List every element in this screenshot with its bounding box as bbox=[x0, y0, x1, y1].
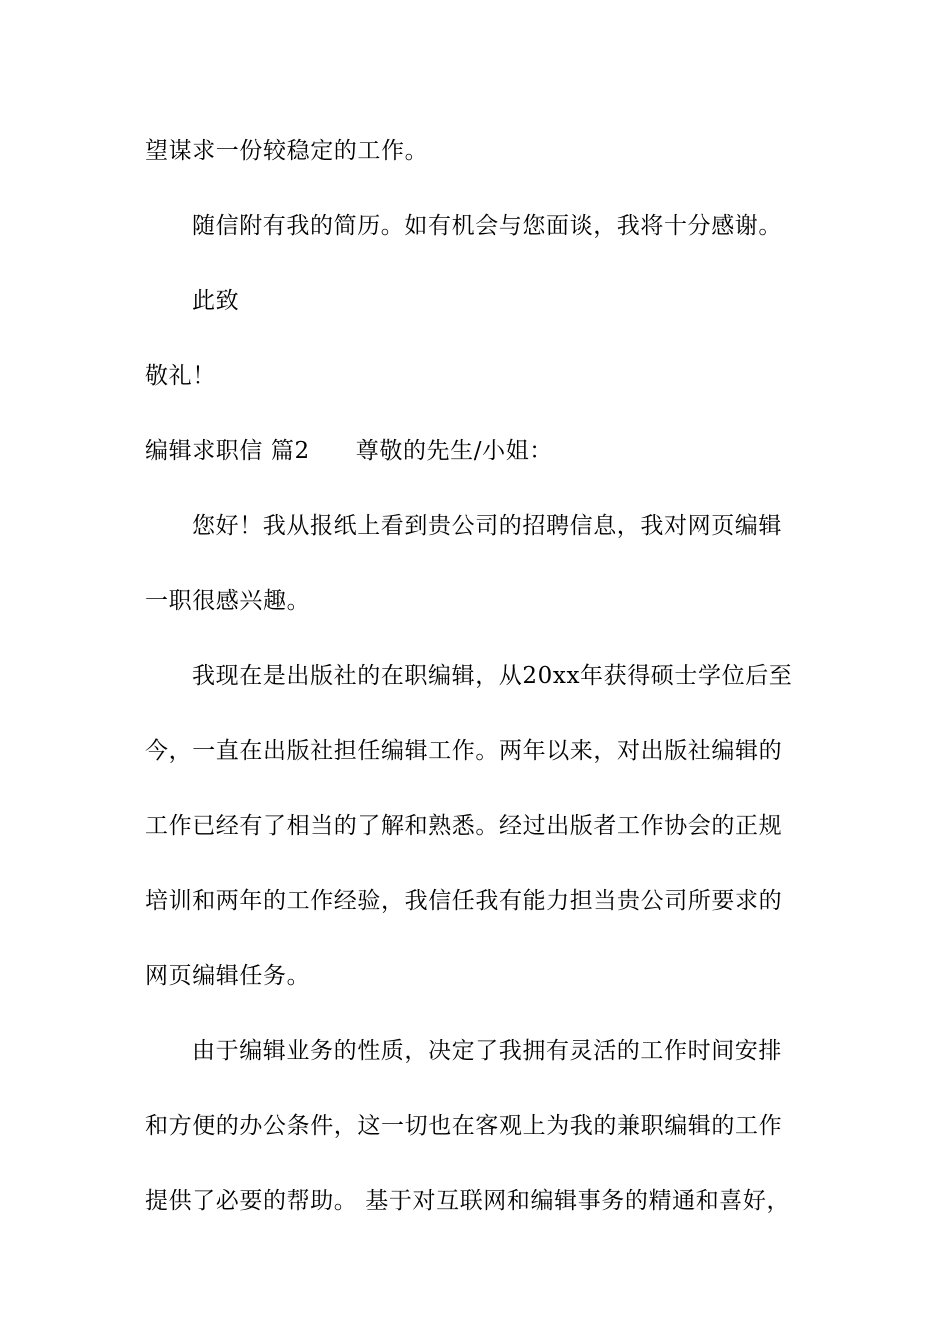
paragraph-line: 网页编辑任务。 bbox=[145, 963, 311, 989]
paragraph-line: 随信附有我的简历。如有机会与您面谈，我将十分感谢。 bbox=[192, 213, 782, 239]
paragraph-line: 您好！我从报纸上看到贵公司的招聘信息，我对网页编辑 bbox=[192, 513, 782, 539]
paragraph-line: 一职很感兴趣。 bbox=[145, 588, 311, 614]
paragraph-line: 提供了必要的帮助。 基于对互联网和编辑事务的精通和喜好， bbox=[145, 1188, 791, 1214]
letter-heading-line bbox=[145, 436, 825, 466]
paragraph-line: 和方便的办公条件，这一切也在客观上为我的兼职编辑的工作 bbox=[145, 1113, 783, 1139]
paragraph-line: 培训和两年的工作经验，我信任我有能力担当贵公司所要求的 bbox=[145, 888, 783, 914]
closing-regards: 敬礼！ bbox=[145, 363, 216, 389]
letter-greeting: 尊敬的先生/小姐： bbox=[355, 438, 553, 464]
paragraph-line: 我现在是出版社的在职编辑，从20xx年获得硕士学位后至 bbox=[192, 663, 793, 689]
paragraph-line: 由于编辑业务的性质，决定了我拥有灵活的工作时间安排 bbox=[192, 1038, 782, 1064]
letter-title: 编辑求职信 篇2 bbox=[145, 438, 310, 464]
paragraph-line: 工作已经有了相当的了解和熟悉。经过出版者工作协会的正规 bbox=[145, 813, 783, 839]
paragraph-line: 今，一直在出版社担任编辑工作。两年以来，对出版社编辑的 bbox=[145, 738, 783, 764]
paragraph-line: 望谋求一份较稳定的工作。 bbox=[145, 138, 429, 164]
closing-salutation: 此致 bbox=[192, 288, 240, 314]
